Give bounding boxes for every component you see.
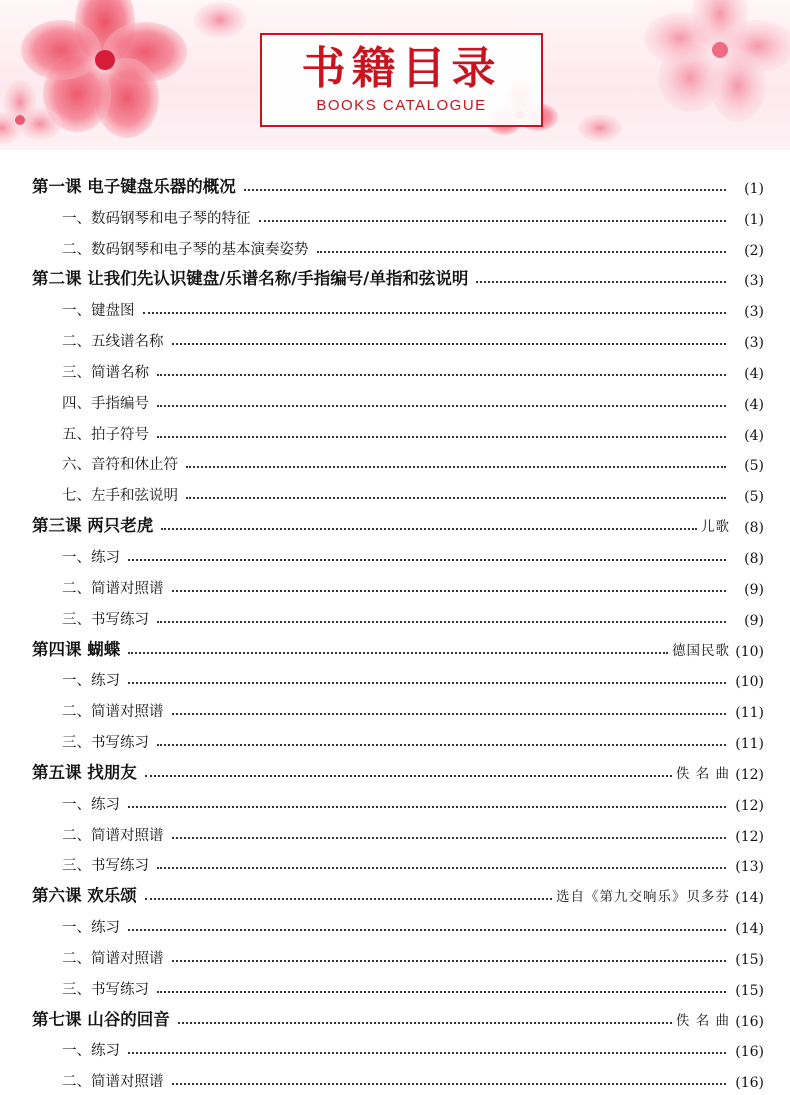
dot-leader: [157, 436, 726, 438]
toc-entry-title: 四、手指编号: [62, 395, 149, 412]
toc-entry-title: 七、左手和弦说明: [62, 488, 178, 505]
toc-section-row[interactable]: [0, 694, 790, 725]
toc-lesson-row[interactable]: [0, 263, 790, 294]
dot-leader: [145, 898, 552, 900]
dot-leader: [128, 1052, 726, 1054]
toc-page-number: (1): [744, 211, 764, 228]
toc-section-row[interactable]: [0, 201, 790, 232]
header-banner: [0, 0, 790, 150]
toc-section-row[interactable]: [0, 571, 790, 602]
dot-leader: [172, 713, 727, 715]
toc-page-number: (13): [735, 859, 764, 876]
toc-section-row[interactable]: [0, 664, 790, 695]
toc-section-row[interactable]: [0, 478, 790, 509]
toc-section-row[interactable]: [0, 1034, 790, 1065]
toc-entry-title: 一、数码钢琴和电子琴的特征: [62, 210, 251, 227]
dot-leader: [178, 1022, 672, 1024]
toc-entry-title: 第二课 让我们先认识键盘/乐谱名称/手指编号/单指和弦说明: [32, 269, 469, 289]
toc-entry-title: 一、练习: [62, 796, 120, 813]
toc-page-number: (10): [735, 643, 764, 660]
toc-entry-title: 六、音符和休止符: [62, 457, 178, 474]
dot-leader: [172, 1083, 727, 1085]
toc-page-number: (8): [744, 520, 764, 537]
toc-entry-title: 第四课 蝴蝶: [32, 639, 121, 659]
toc-entry-title: 五、拍子符号: [62, 426, 149, 443]
toc-page-number: (16): [735, 1075, 764, 1092]
toc-section-row[interactable]: [0, 293, 790, 324]
toc-section-row[interactable]: [0, 417, 790, 448]
toc-entry-title: 第六课 欢乐颂: [32, 886, 137, 906]
dot-leader: [172, 960, 727, 962]
toc-section-row[interactable]: [0, 602, 790, 633]
toc-entry-title: 二、简谱对照谱: [62, 704, 164, 721]
dot-leader: [476, 281, 726, 283]
toc-entry-title: 第五课 找朋友: [32, 762, 137, 782]
toc-section-row[interactable]: [0, 324, 790, 355]
toc-page-number: (12): [735, 828, 764, 845]
toc-lesson-row[interactable]: [0, 1003, 790, 1034]
toc-entry-title: 三、书写练习: [62, 611, 149, 628]
dot-leader: [128, 929, 726, 931]
dot-leader: [317, 251, 727, 253]
toc-lesson-row[interactable]: [0, 170, 790, 201]
toc-page-number: (16): [735, 1013, 764, 1030]
toc-section-row[interactable]: [0, 1064, 790, 1095]
toc-page-number: (5): [744, 489, 764, 506]
toc-entry-title: 一、键盘图: [62, 303, 135, 320]
toc-page-number: (4): [744, 427, 764, 444]
page-title: 书籍目录: [301, 43, 502, 94]
toc-page-number: (10): [735, 674, 764, 691]
toc-section-row[interactable]: [0, 941, 790, 972]
toc-section-row[interactable]: [0, 818, 790, 849]
dot-leader: [172, 590, 727, 592]
toc-section-row[interactable]: [0, 910, 790, 941]
dot-leader: [157, 405, 726, 407]
toc-page-number: (15): [735, 982, 764, 999]
toc-entry-title: 三、书写练习: [62, 735, 149, 752]
toc-page-number: (11): [735, 736, 764, 753]
toc-section-row[interactable]: [0, 787, 790, 818]
toc-entry-title: 二、简谱对照谱: [62, 580, 164, 597]
toc-page-number: (9): [744, 581, 764, 598]
toc-entry-title: 一、练习: [62, 673, 120, 690]
toc-page-number: (3): [744, 335, 764, 352]
toc-page-number: (1): [744, 180, 764, 197]
toc-section-row[interactable]: [0, 448, 790, 479]
toc-page-number: (3): [744, 273, 764, 290]
toc-entry-title: 二、五线谱名称: [62, 334, 164, 351]
toc-entry-title: 一、练习: [62, 549, 120, 566]
page-subtitle: BOOKS CATALOGUE: [316, 97, 487, 114]
toc-page-number: (11): [735, 705, 764, 722]
toc-page-number: (14): [735, 890, 764, 907]
toc-entry-note: 德国民歌: [672, 642, 730, 659]
toc-entry-title: 第七课 山谷的回音: [32, 1009, 170, 1029]
toc-entry-title: 一、练习: [62, 1043, 120, 1060]
toc-page-number: (15): [735, 951, 764, 968]
toc-entry-title: 三、书写练习: [62, 981, 149, 998]
toc-page-number: (4): [744, 365, 764, 382]
toc-page-number: (4): [744, 396, 764, 413]
toc-entry-title: 二、简谱对照谱: [62, 950, 164, 967]
toc-page-number: (2): [744, 242, 764, 259]
toc-page-number: (14): [735, 921, 764, 938]
toc-entry-title: 二、简谱对照谱: [62, 1074, 164, 1091]
toc-page-number: (3): [744, 304, 764, 321]
dot-leader: [143, 312, 727, 314]
toc-lesson-row[interactable]: [0, 509, 790, 540]
dot-leader: [157, 991, 726, 993]
toc-page-number: (8): [744, 550, 764, 567]
toc-entry-title: 三、简谱名称: [62, 364, 149, 381]
toc-lesson-row[interactable]: [0, 879, 790, 910]
dot-leader: [186, 466, 726, 468]
toc-section-row[interactable]: [0, 386, 790, 417]
toc-page-number: (16): [735, 1044, 764, 1061]
toc-section-row[interactable]: [0, 355, 790, 386]
toc-entry-note: 佚 名 曲: [675, 1012, 730, 1029]
toc-entry-note: 儿歌: [701, 519, 730, 536]
toc-entry-title: 二、简谱对照谱: [62, 827, 164, 844]
toc-entry-title: 第三课 两只老虎: [32, 516, 154, 536]
dot-leader: [244, 189, 726, 191]
toc-section-row[interactable]: [0, 232, 790, 263]
toc-page-number: (9): [744, 612, 764, 629]
table-of-contents: [0, 170, 790, 1095]
toc-section-row[interactable]: [0, 540, 790, 571]
dot-leader: [157, 621, 726, 623]
toc-page-number: (12): [735, 797, 764, 814]
toc-entry-title: 二、数码钢琴和电子琴的基本演奏姿势: [62, 241, 309, 258]
toc-section-row[interactable]: [0, 972, 790, 1003]
dot-leader: [128, 806, 726, 808]
dot-leader: [172, 837, 727, 839]
dot-leader: [186, 497, 726, 499]
toc-entry-title: 第一课 电子键盘乐器的概况: [32, 176, 236, 196]
toc-entry-note: 佚 名 曲: [675, 765, 730, 782]
dot-leader: [128, 652, 668, 654]
dot-leader: [128, 559, 726, 561]
toc-entry-title: 一、练习: [62, 920, 120, 937]
dot-leader: [157, 744, 726, 746]
toc-entry-note: 选自《第九交响乐》贝多芬: [556, 889, 730, 906]
dot-leader: [128, 682, 726, 684]
catalogue-title-box: [260, 33, 543, 127]
toc-section-row[interactable]: [0, 849, 790, 880]
dot-leader: [157, 867, 726, 869]
dot-leader: [259, 220, 727, 222]
dot-leader: [161, 528, 697, 530]
toc-page-number: (12): [735, 766, 764, 783]
dot-leader: [172, 343, 727, 345]
toc-lesson-row[interactable]: [0, 756, 790, 787]
dot-leader: [157, 374, 726, 376]
dot-leader: [145, 775, 672, 777]
toc-lesson-row[interactable]: [0, 633, 790, 664]
toc-entry-title: 三、书写练习: [62, 858, 149, 875]
toc-section-row[interactable]: [0, 725, 790, 756]
toc-page-number: (5): [744, 458, 764, 475]
